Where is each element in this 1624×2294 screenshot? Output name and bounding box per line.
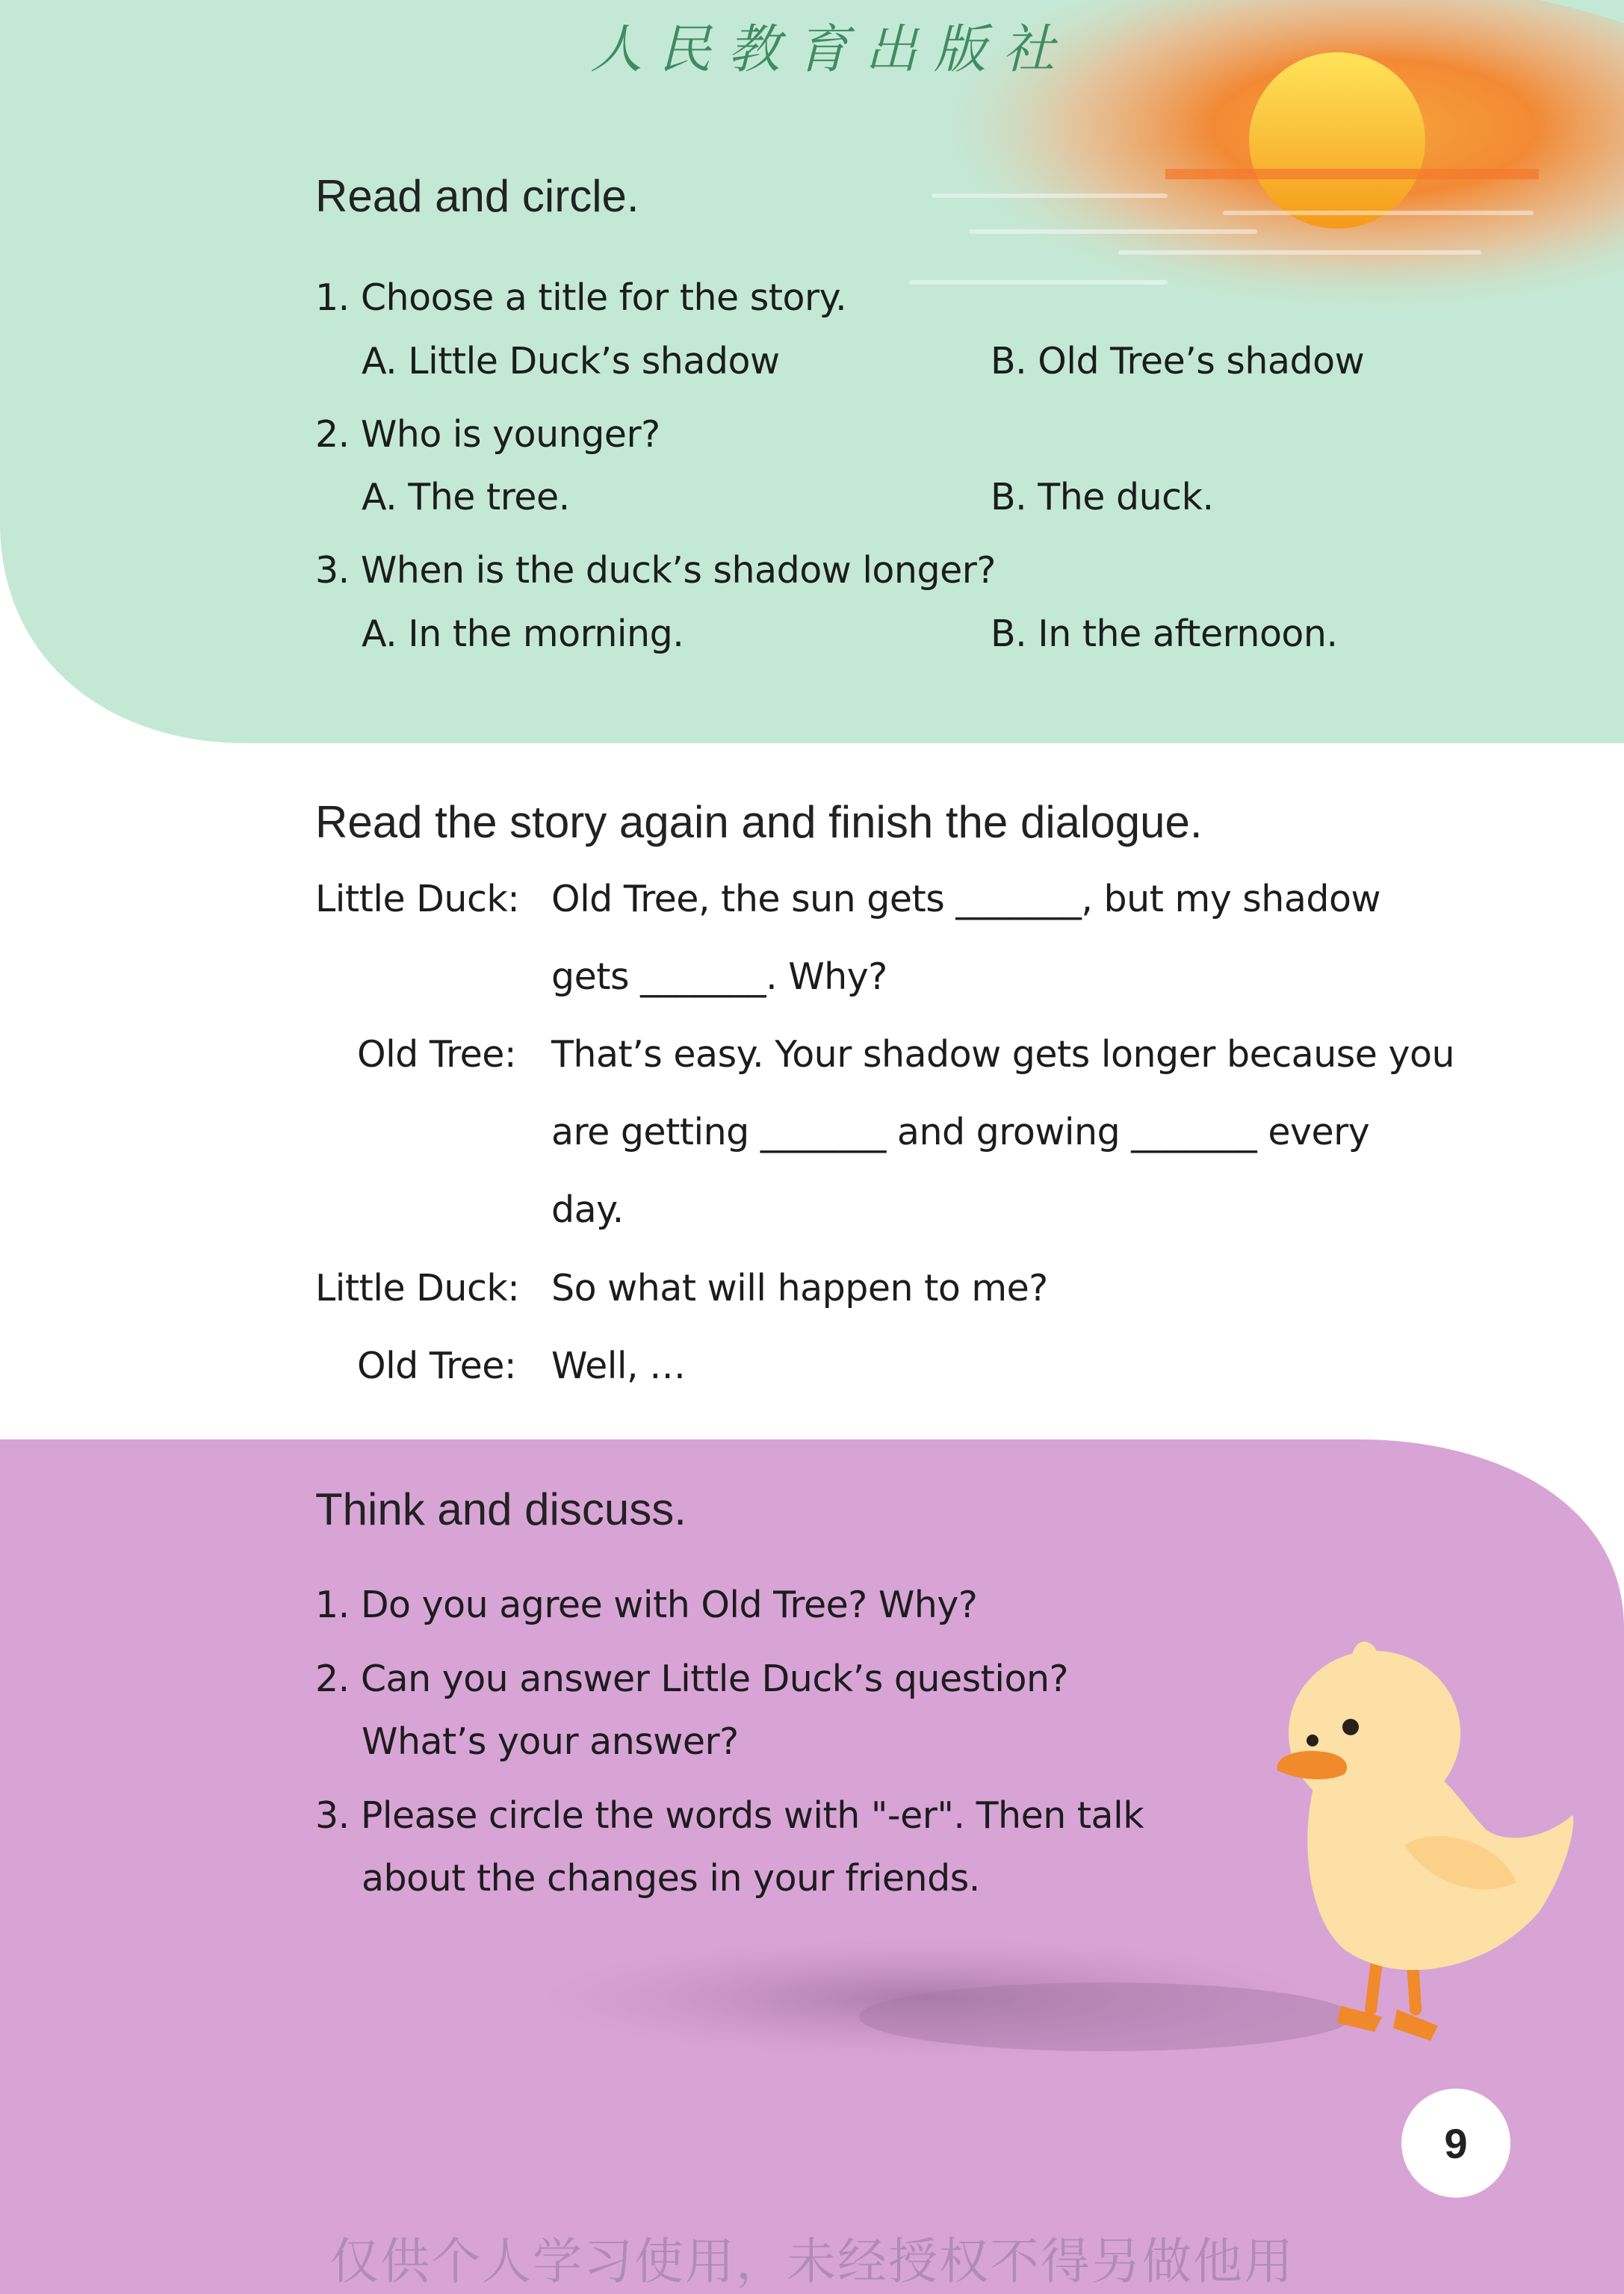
dialogue-line-7: Well, … [551, 1345, 686, 1387]
dialogue-line-4: are getting _______ and growing _______ every [551, 1111, 1370, 1153]
discuss-item-2: 2. Can you answer Little Duck’s question? [315, 1658, 1069, 1700]
dialogue-line-3: That’s easy. Your shadow gets longer because you [551, 1033, 1455, 1076]
discuss-item-2-cont: What’s your answer? [362, 1720, 739, 1763]
question-2-option-b[interactable]: B. The duck. [991, 476, 1214, 518]
dialogue-speaker-4: Old Tree: [357, 1345, 516, 1387]
page-number: 9 [1401, 2089, 1510, 2198]
question-1-option-b[interactable]: B. Old Tree’s shadow [991, 340, 1365, 382]
discuss-item-1: 1. Do you agree with Old Tree? Why? [315, 1584, 978, 1626]
section1-heading: Read and circle. [315, 171, 639, 221]
dialogue-line-1: Old Tree, the sun gets _______, but my shadow [551, 878, 1381, 920]
watermark: 仅供个人学习使用，未经授权不得另做他用 [329, 2233, 1295, 2290]
question-1-option-a[interactable]: A. Little Duck’s shadow [362, 340, 780, 382]
publisher-logo: 人民教育出版社 [590, 19, 1071, 80]
dialogue-line-6: So what will happen to me? [551, 1267, 1048, 1309]
discuss-item-3-cont: about the changes in your friends. [362, 1857, 980, 1900]
dialogue-line-5: day. [551, 1188, 624, 1231]
discuss-item-3: 3. Please circle the words with "-er". Then talk [315, 1794, 1144, 1837]
section2-heading: Read the story again and finish the dialogue. [315, 797, 1203, 847]
section3-heading: Think and discuss. [315, 1484, 687, 1534]
question-2: 2. Who is younger? [315, 413, 660, 456]
question-2-option-a[interactable]: A. The tree. [362, 476, 570, 518]
question-1: 1. Choose a title for the story. [315, 276, 847, 319]
question-3-option-b[interactable]: B. In the afternoon. [991, 613, 1338, 655]
question-3: 3. When is the duck’s shadow longer? [315, 549, 996, 592]
dialogue-line-2: gets _______. Why? [551, 955, 887, 998]
question-3-option-a[interactable]: A. In the morning. [362, 613, 684, 655]
dialogue-speaker-1: Little Duck: [315, 878, 520, 920]
duck-icon [1277, 1641, 1573, 2041]
dialogue-speaker-3: Little Duck: [315, 1267, 520, 1309]
dialogue-speaker-2: Old Tree: [357, 1033, 516, 1076]
